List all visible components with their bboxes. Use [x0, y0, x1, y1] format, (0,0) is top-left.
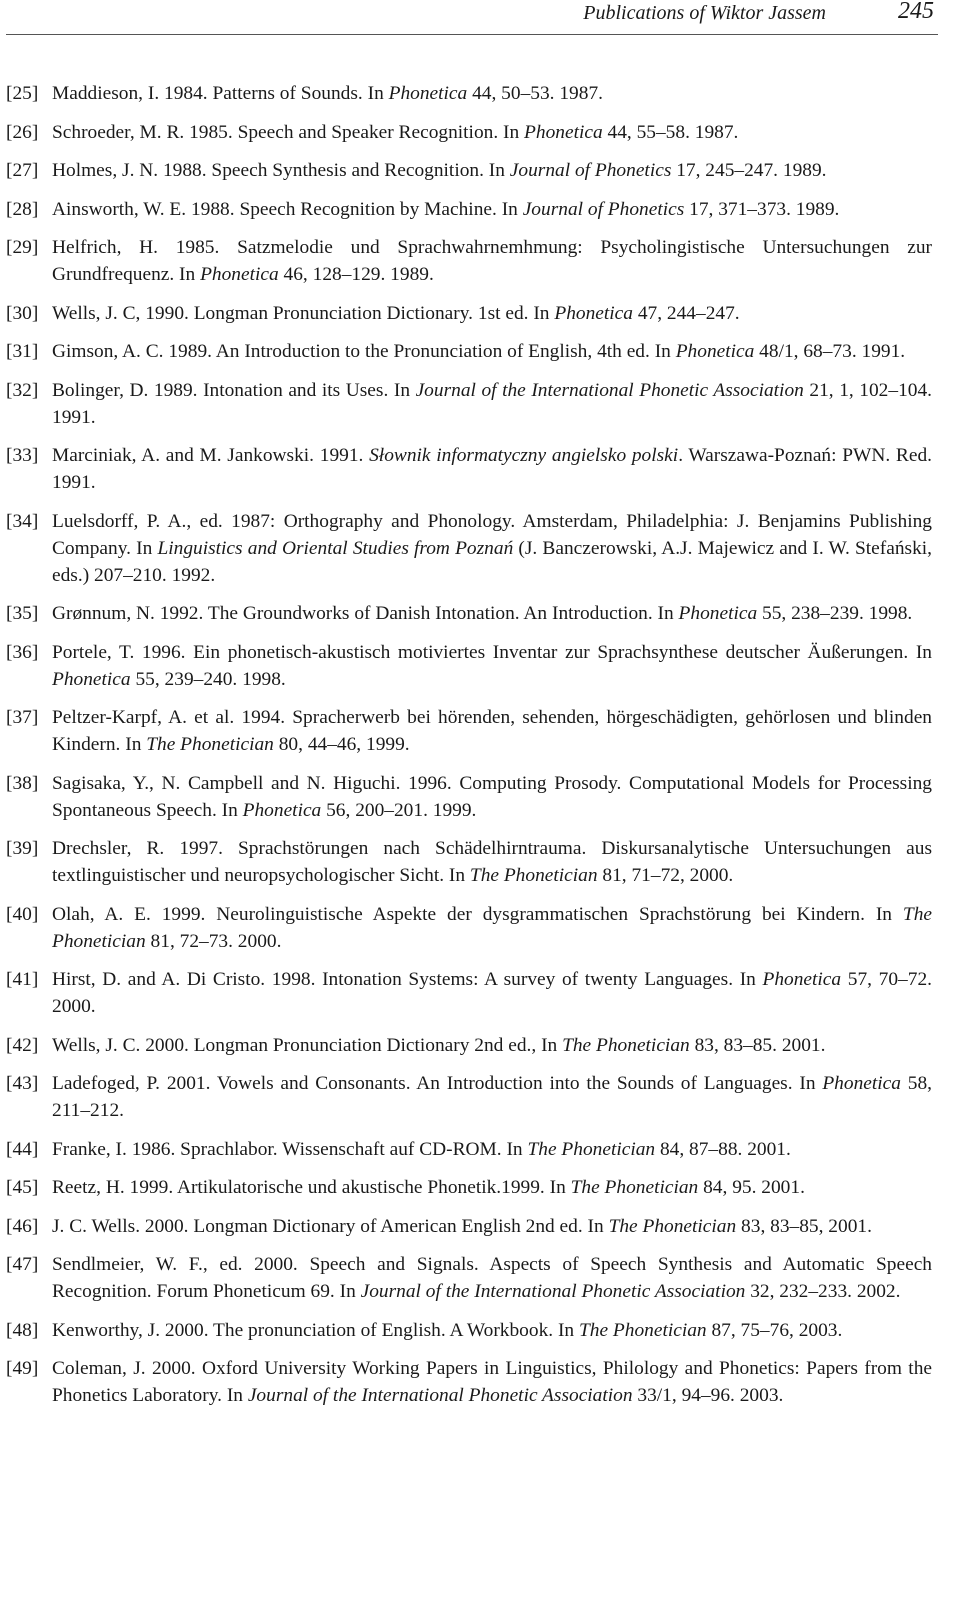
reference-text: 55, 238–239. 1998.: [757, 603, 913, 624]
reference-text: Holmes, J. N. 1988. Speech Synthesis and Recognition. In: [52, 160, 510, 181]
reference-text: 21, 1, 102–104. 1991.: [52, 379, 933, 428]
reference-entry: [6, 119, 932, 146]
reference-text: 58, 211–212.: [52, 1073, 932, 1121]
reference-text: Portele, T. 1996. Ein phonetisch-akustisch motiviertes Inventar zur Sprachsynthese deutscher Äußerungen. In: [52, 641, 932, 663]
reference-text: Bolinger, D. 1989. Intonation and its Uses. In: [52, 379, 416, 401]
reference-text: Olah, A. E. 1999. Neurolinguistische Aspekte der dysgrammatischen Sprachstörung bei Kindern. In: [52, 903, 903, 925]
reference-text: Luelsdorff, P. A., ed. 1987: Orthography and Phonology. Amsterdam, Philadelphia: J. Benjamins Publishing Company. In: [52, 510, 932, 559]
reference-number: [35]: [6, 603, 39, 624]
reference-text: 47, 244–247.: [632, 302, 740, 324]
reference-number: [40]: [6, 903, 39, 925]
running-title: Publications of Wiktor Jassem: [583, 2, 826, 24]
reference-number: [28]: [6, 198, 39, 220]
reference-number: [49]: [6, 1358, 39, 1379]
reference-number: [26]: [6, 121, 39, 143]
reference-number: [48]: [6, 1319, 39, 1341]
reference-entry: [6, 234, 932, 288]
reference-text: Schroeder, M. R. 1985. Speech and Speaker Recognition. In: [52, 121, 525, 143]
reference-number: [34]: [6, 510, 39, 532]
reference-number: [37]: [6, 707, 39, 728]
reference-text: 81, 71–72, 2000.: [597, 865, 734, 886]
reference-entry: [6, 1136, 932, 1163]
reference-text: 33/1, 94–96. 2003.: [632, 1385, 784, 1406]
reference-text: Wells, J. C, 1990. Longman Pronunciation Dictionary. 1st ed. In: [52, 302, 555, 324]
reference-number: [45]: [6, 1177, 39, 1198]
reference-text: . Warszawa-Poznań: PWN. Red. 1991.: [52, 445, 932, 493]
reference-source-title: The Phonetician: [52, 903, 932, 952]
reference-list: [6, 80, 932, 1421]
reference-entry: [6, 966, 932, 1020]
reference-text: Coleman, J. 2000. Oxford University Working Papers in Linguistics, Philology and Phonetics: Papers from the Phonetics Laboratory. In: [52, 1358, 932, 1406]
reference-entry: [6, 1251, 932, 1305]
reference-entry: [6, 770, 932, 824]
reference-source-title: Phonetica: [52, 668, 131, 690]
reference-source-title: Phonetica: [554, 302, 633, 324]
reference-number: [42]: [6, 1034, 39, 1056]
reference-text: Sendlmeier, W. F., ed. 2000. Speech and Signals. Aspects of Speech Synthesis and Automatic Speech Recognition. Forum Phoneticum 69. In: [52, 1254, 932, 1302]
reference-text: 48/1, 68–73. 1991.: [754, 341, 906, 362]
reference-text: 83, 83–85, 2001.: [736, 1215, 872, 1237]
reference-source-title: Phonetica: [388, 83, 468, 104]
reference-text: J. C. Wells. 2000. Longman Dictionary of American English 2nd ed. In: [52, 1215, 609, 1237]
reference-text: 57, 70–72. 2000.: [52, 969, 932, 1017]
reference-number: [33]: [6, 445, 39, 466]
reference-source-title: Phonetica: [762, 969, 842, 990]
reference-number: [38]: [6, 772, 39, 794]
reference-source-title: Journal of Phonetics: [509, 160, 672, 181]
reference-number: [36]: [6, 641, 39, 663]
reference-source-title: The Phonetician: [527, 1138, 656, 1160]
reference-text: 84, 87–88. 2001.: [655, 1138, 791, 1160]
reference-entry: [6, 300, 932, 327]
reference-number: [44]: [6, 1138, 39, 1160]
reference-entry: [6, 1032, 932, 1059]
reference-entry: [6, 1317, 932, 1344]
reference-source-title: The Phonetician: [570, 1177, 699, 1198]
reference-source-title: Phonetica: [200, 264, 279, 285]
reference-entry: [6, 1174, 932, 1201]
reference-source-title: Słownik informatyczny angielsko polski: [369, 445, 679, 466]
reference-source-title: Phonetica: [675, 341, 755, 362]
reference-source-title: Phonetica: [242, 799, 322, 821]
reference-source-title: The Phonetician: [146, 734, 274, 755]
reference-entry: [6, 704, 932, 758]
reference-text: 87, 75–76, 2003.: [706, 1319, 843, 1341]
reference-text: Wells, J. C. 2000. Longman Pronunciation Dictionary 2nd ed., In: [52, 1034, 563, 1056]
reference-text: Peltzer-Karpf, A. et al. 1994. Spracherwerb bei hörenden, sehenden, hörgeschädigten, gehörlosen und blinden Kindern. In: [52, 707, 932, 755]
reference-entry: [6, 80, 932, 107]
reference-number: [46]: [6, 1215, 39, 1237]
reference-entry: [6, 1355, 932, 1409]
reference-text: Drechsler, R. 1997. Sprachstörungen nach Schädelhirntrauma. Diskursanalytische Untersuchungen aus textlinguistischer und neuropsychologischer Sicht. In: [52, 838, 932, 886]
reference-number: [30]: [6, 302, 39, 324]
reference-number: [43]: [6, 1073, 39, 1094]
reference-text: 55, 239–240. 1998.: [130, 668, 286, 690]
reference-entry: [6, 196, 932, 223]
reference-text: 84, 95. 2001.: [698, 1177, 805, 1198]
reference-text: (J. Banczerowski, A.J. Majewicz and I. W. Stefański, eds.) 207–210. 1992.: [52, 537, 933, 586]
reference-source-title: Journal of the International Phonetic Association: [415, 379, 804, 401]
reference-text: 17, 245–247. 1989.: [671, 160, 827, 181]
reference-text: 46, 128–129. 1989.: [278, 264, 434, 285]
reference-text: Hirst, D. and A. Di Cristo. 1998. Intonation Systems: A survey of twenty Languages. In: [52, 969, 763, 990]
reference-entry: [6, 1213, 932, 1240]
reference-number: [41]: [6, 969, 39, 990]
reference-source-title: Phonetica: [822, 1073, 901, 1094]
reference-entry: [6, 157, 932, 184]
reference-entry: [6, 639, 932, 693]
reference-text: Sagisaka, Y., N. Campbell and N. Higuchi. 1996. Computing Prosody. Computational Models for Processing Spontaneous Speech. In: [52, 772, 932, 821]
running-header: [6, 0, 938, 35]
reference-text: Franke, I. 1986. Sprachlabor. Wissenschaft auf CD-ROM. In: [52, 1138, 528, 1160]
reference-text: Maddieson, I. 1984. Patterns of Sounds. In: [52, 83, 389, 104]
reference-source-title: The Phonetician: [578, 1319, 707, 1341]
reference-number: [31]: [6, 341, 39, 362]
reference-text: Kenworthy, J. 2000. The pronunciation of English. A Workbook. In: [52, 1319, 579, 1341]
reference-source-title: Linguistics and Oriental Studies from Poznań: [157, 537, 514, 559]
reference-text: Grønnum, N. 1992. The Groundworks of Danish Intonation. An Introduction. In: [52, 603, 679, 624]
reference-text: 80, 44–46, 1999.: [273, 734, 410, 755]
reference-source-title: Journal of the International Phonetic Association: [360, 1281, 746, 1302]
reference-entry: [6, 835, 932, 889]
reference-text: 44, 50–53. 1987.: [467, 83, 603, 104]
reference-text: 83, 83–85. 2001.: [689, 1034, 826, 1056]
reference-text: 44, 55–58. 1987.: [602, 121, 739, 143]
reference-number: [47]: [6, 1254, 39, 1275]
reference-number: [27]: [6, 160, 39, 181]
reference-number: [25]: [6, 83, 39, 104]
reference-text: 81, 72–73. 2000.: [145, 930, 282, 952]
reference-entry: [6, 1070, 932, 1124]
reference-entry: [6, 338, 932, 365]
reference-entry: [6, 442, 932, 496]
reference-number: [39]: [6, 838, 39, 859]
reference-text: Ainsworth, W. E. 1988. Speech Recognition by Machine. In: [52, 198, 523, 220]
reference-text: Marciniak, A. and M. Jankowski. 1991.: [52, 445, 370, 466]
page-number: 245: [898, 0, 934, 24]
reference-source-title: Phonetica: [524, 121, 603, 143]
reference-source-title: Phonetica: [678, 603, 758, 624]
reference-source-title: The Phonetician: [469, 865, 598, 886]
reference-entry: [6, 600, 932, 627]
reference-source-title: The Phonetician: [608, 1215, 737, 1237]
reference-number: [29]: [6, 237, 39, 258]
reference-text: 17, 371–373. 1989.: [684, 198, 840, 220]
reference-entry: [6, 377, 932, 431]
reference-number: [32]: [6, 379, 39, 401]
reference-entry: [6, 901, 932, 955]
reference-source-title: The Phonetician: [562, 1034, 690, 1056]
reference-text: Ladefoged, P. 2001. Vowels and Consonants. An Introduction into the Sounds of Languages. In: [52, 1073, 823, 1094]
reference-text: Helfrich, H. 1985. Satzmelodie und Sprachwahrnemhmung: Psycholingistische Untersuchungen zur Grundfrequenz. In: [52, 237, 932, 285]
reference-entry: [6, 508, 932, 589]
reference-text: 56, 200–201. 1999.: [321, 799, 477, 821]
reference-source-title: Journal of the International Phonetic Association: [247, 1385, 633, 1406]
reference-text: Gimson, A. C. 1989. An Introduction to the Pronunciation of English, 4th ed. In: [52, 341, 676, 362]
reference-text: 32, 232–233. 2002.: [745, 1281, 901, 1302]
reference-source-title: Journal of Phonetics: [522, 198, 685, 220]
reference-text: Reetz, H. 1999. Artikulatorische und akustische Phonetik.1999. In: [52, 1177, 571, 1198]
